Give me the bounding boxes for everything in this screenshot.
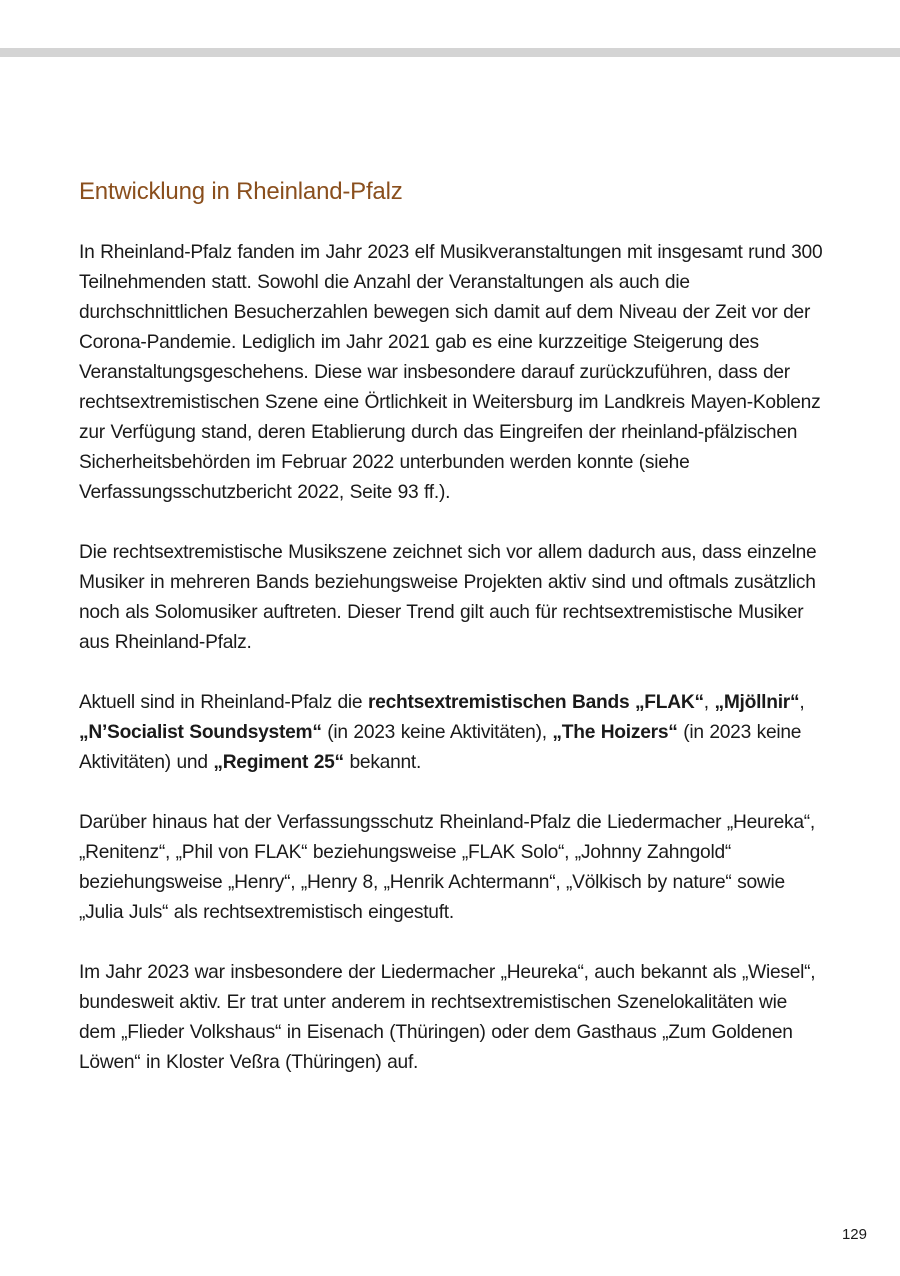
band-flak: rechtsextremistischen Bands „FLAK“	[367, 692, 704, 713]
paragraph-music-scene: Die rechtsextremistische Musikszene zeichnet sich vor allem dadurch aus, dass einzelne Musiker in mehreren Bands beziehungsweise Projekten aktiv sind und oftmals zusätzlich noch als Solomusiker auftreten. Dieser Trend gilt auch für rechtsextremistische Musiker aus Rheinland-Pfalz.	[79, 542, 817, 653]
bands-text-1: Aktuell sind in Rheinland-Pfalz die	[79, 692, 368, 713]
paragraph-songwriters: Darüber hinaus hat der Verfassungsschutz Rheinland-Pfalz die Liedermacher „Heureka“, „Renitenz“, „Phil von FLAK“ beziehungsweise „FLAK Solo“, „Johnny Zahngold“ beziehungsweise „Henry“, „Henry 8, „Henrik Achtermann“, „Völkisch by nature“ sowie „Julia Juls“ als rechtsextremistisch eingestuft.	[79, 812, 815, 923]
band-the-hoizers: „The Hoizers“	[552, 722, 678, 743]
band-regiment-25: „Regiment 25“	[213, 752, 344, 773]
paragraph-bands	[79, 688, 824, 778]
bands-text-4: (in 2023 keine Aktivitäten),	[321, 722, 553, 743]
paragraph-heureka-activity: Im Jahr 2023 war insbesondere der Liedermacher „Heureka“, auch bekannt als „Wiesel“, bundesweit aktiv. Er trat unter anderem in rechtsextremistischen Szenelokalitäten wie dem „Flieder Volkshaus“ in Eisenach (Thüringen) oder dem Gasthaus „Zum Goldenen Löwen“ in Kloster Veßra (Thüringen) auf.	[79, 962, 816, 1073]
page-content	[79, 176, 824, 1108]
band-nsocialist-soundsystem: „N’Socialist Soundsystem“	[79, 722, 322, 743]
paragraph-events-overview: In Rheinland-Pfalz fanden im Jahr 2023 elf Musikveranstaltungen mit insgesamt rund 300 Teilnehmenden statt. Sowohl die Anzahl der Veranstaltungen als auch die durchschnittlichen Besucherzahlen bewegen sich damit auf dem Niveau der Zeit vor der Corona-Pandemie. Lediglich im Jahr 2021 gab es eine kurzzeitige Steigerung des Veranstaltungsgeschehens. Diese war insbesondere darauf zurückzuführen, dass der rechtsextremistischen Szene eine Örtlichkeit in Weitersburg im Landkreis Mayen-Koblenz zur Verfügung stand, deren Etablierung durch das Eingreifen der rheinland-pfälzischen Sicherheitsbehörden im Februar 2022 unterbunden werden konnte (siehe Verfassungsschutzbericht 2022, Seite 93 ff.).	[79, 242, 823, 503]
header-rule	[0, 48, 900, 57]
bands-text-3: ,	[799, 692, 805, 713]
section-heading: Entwicklung in Rheinland-Pfalz	[79, 178, 403, 205]
bands-text-2: ,	[703, 692, 715, 713]
band-mjoellnir: „Mjöllnir“	[714, 692, 800, 713]
bands-text-6: bekannt.	[343, 752, 422, 773]
bands-text-5: (in 2023 keine Aktivitäten) und	[79, 722, 802, 773]
page-number: 129	[841, 1226, 867, 1243]
